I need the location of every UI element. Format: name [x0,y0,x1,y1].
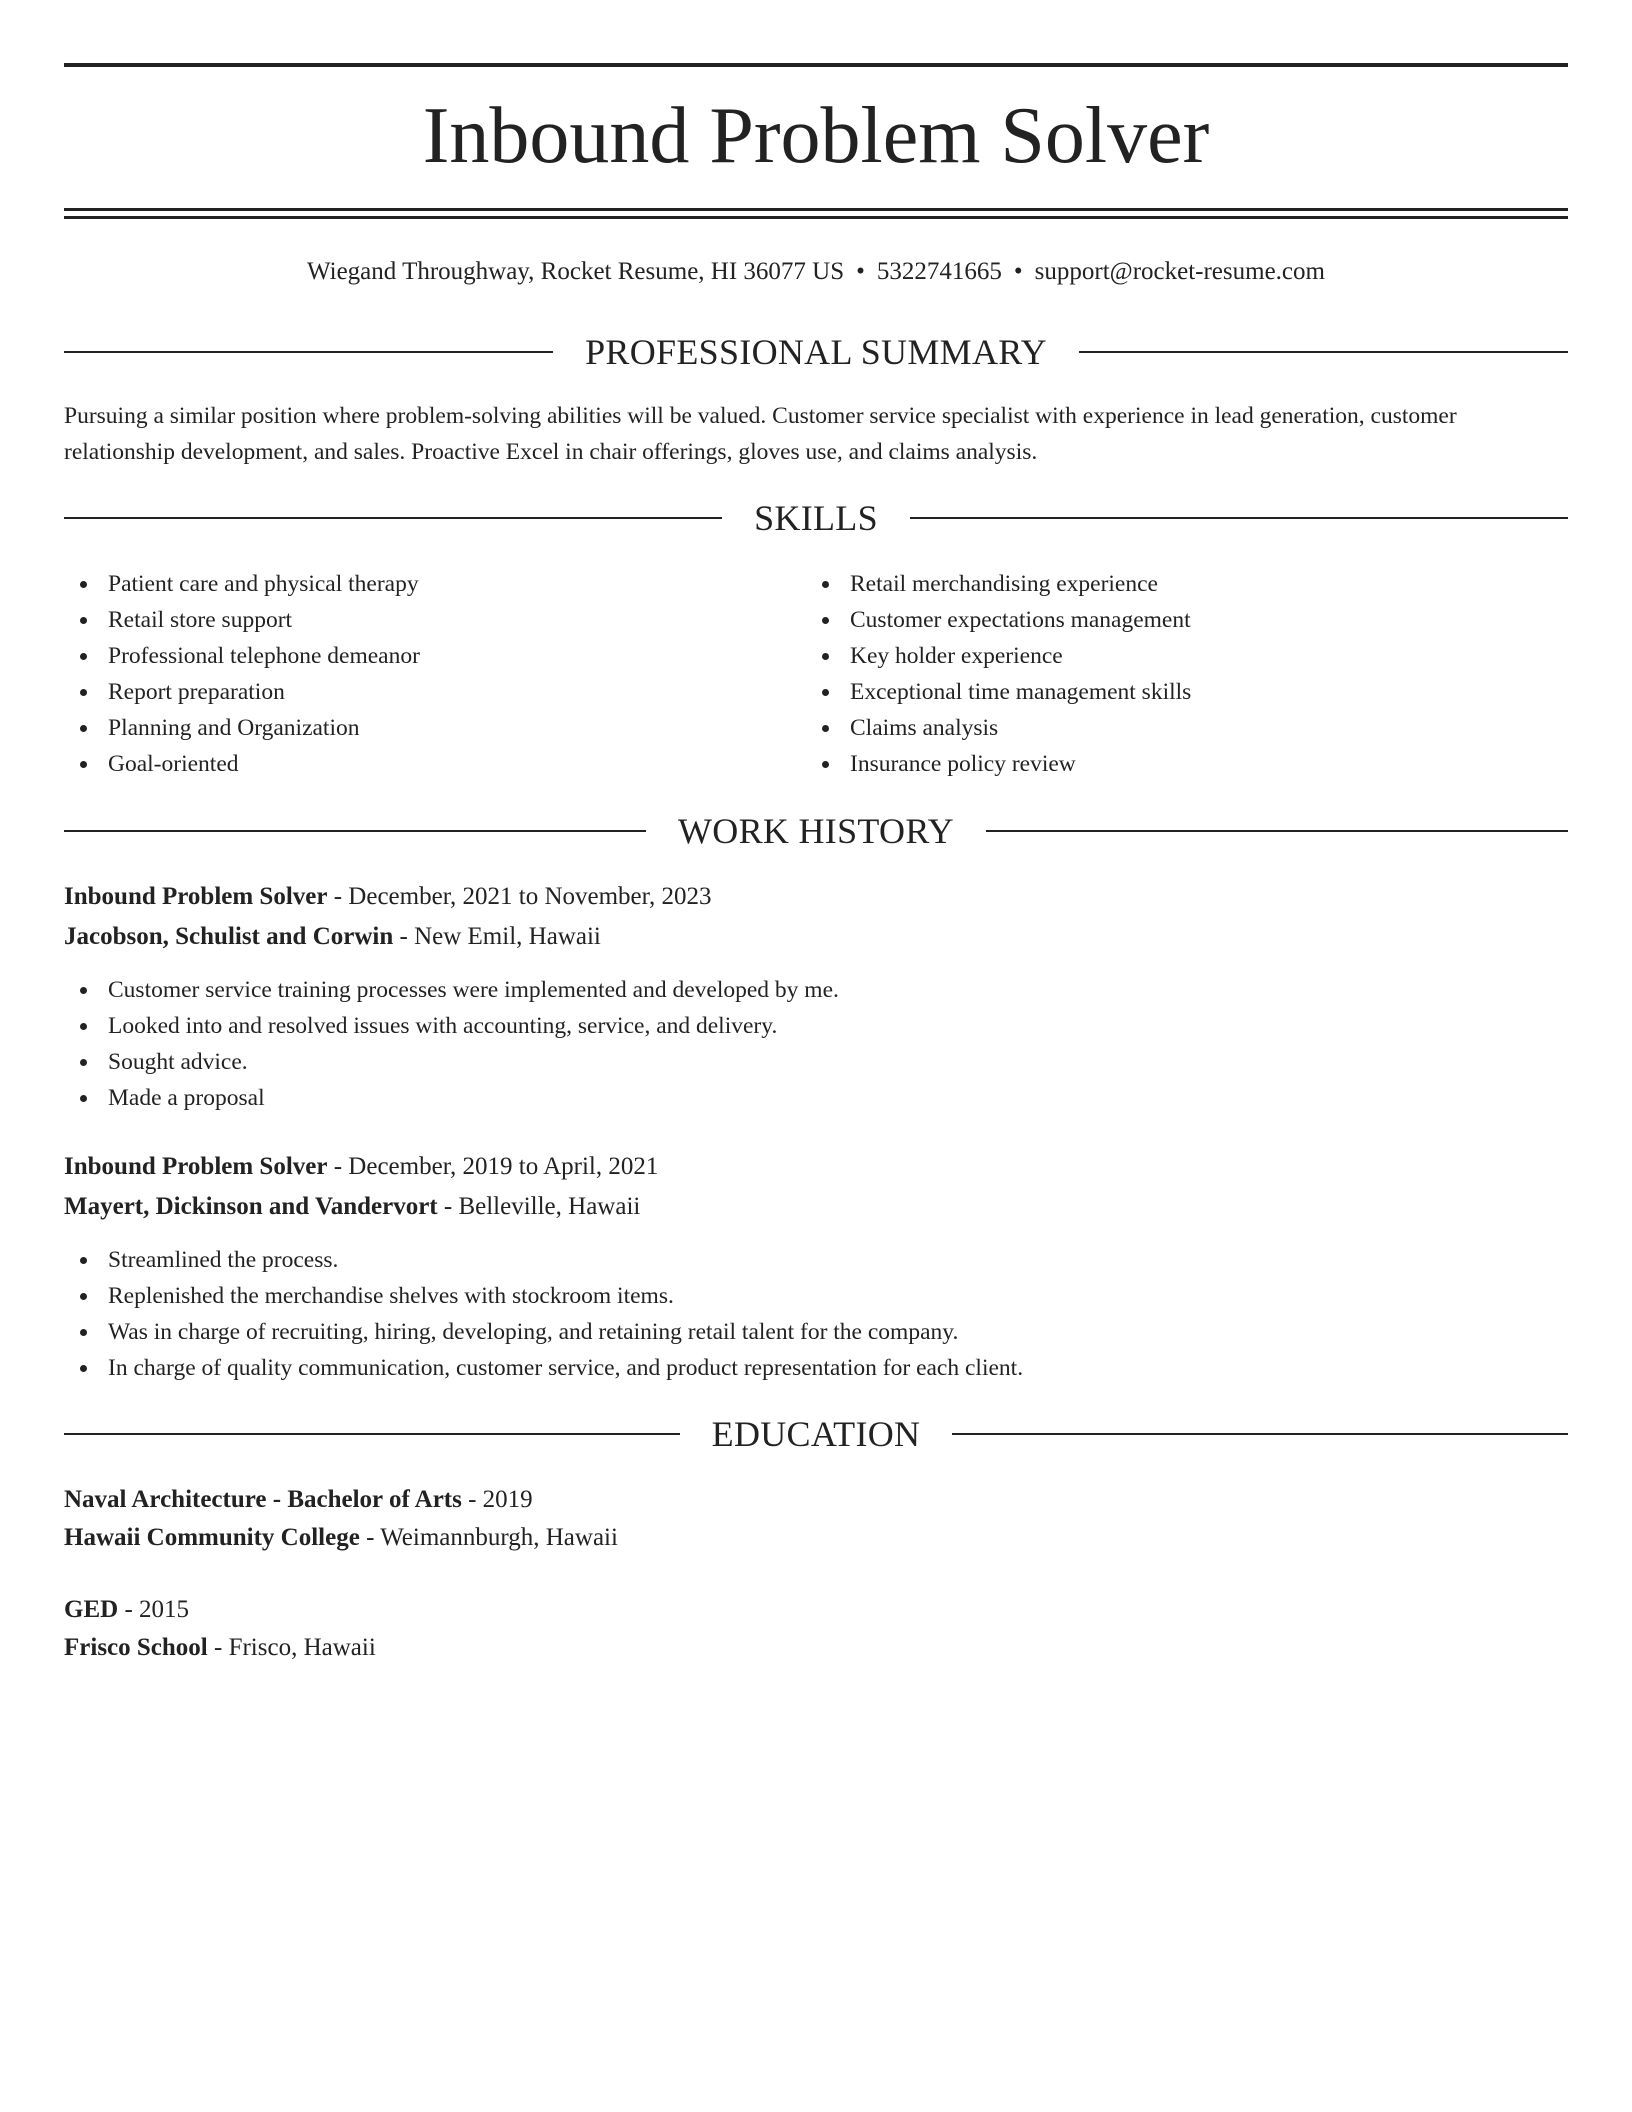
skill-item: Patient care and physical therapy [64,566,804,602]
heading-rule [910,517,1568,519]
job-location: - New Emil, Hawaii [393,923,601,950]
job-title-line [64,877,1568,917]
education-location: - Frisco, Hawaii [207,1634,376,1661]
job-company-line [64,917,1568,957]
job-company: Mayert, Dickinson and Vandervort [64,1193,438,1220]
education-school-line [64,1628,1568,1668]
job-bullet: In charge of quality communication, customer service, and product representation for each client. [64,1350,1568,1386]
contact-line [64,254,1568,290]
summary-text: Pursuing a similar position where problem-solving abilities will be valued. Customer service specialist with experience in lead generation, customer relationship development, and sales. Proactive Excel in chair offerings, gloves use, and claims analysis. [64,403,1457,465]
job-bullets [64,972,1568,1116]
contact-phone: 5322741665 [876,258,1002,285]
skill-item: Retail merchandising experience [806,566,1546,602]
resume-title: Inbound Problem Solver [422,92,1210,180]
education-year: - 2019 [461,1486,533,1513]
job-title: Inbound Problem Solver [64,883,328,910]
job-title-line [64,1147,1568,1187]
contact-separator: • [1013,258,1023,285]
header-double-rule-upper [64,208,1568,211]
header-double-rule-lower [64,216,1568,219]
job-dates: - December, 2021 to November, 2023 [327,883,712,910]
job-title: Inbound Problem Solver [64,1153,328,1180]
job-company: Jacobson, Schulist and Corwin [64,923,394,950]
contact-address: Wiegand Throughway, Rocket Resume, HI 36077 US [307,258,845,285]
heading-rule [952,1433,1568,1435]
skill-item: Goal-oriented [64,746,804,782]
section-heading-summary [64,328,1568,376]
section-heading-label: PROFESSIONAL SUMMARY [585,332,1047,372]
section-heading-education [64,1410,1568,1458]
job-dates: - December, 2019 to April, 2021 [327,1153,659,1180]
contact-separator: • [856,258,865,285]
skill-item: Key holder experience [806,638,1546,674]
header-top-rule [64,63,1568,67]
skills-list-left [64,566,804,782]
section-heading-label: SKILLS [754,498,878,538]
job-bullet: Looked into and resolved issues with accounting, service, and delivery. [64,1008,1568,1044]
education-school-line [64,1518,1568,1558]
education-degree-line [64,1480,1568,1520]
heading-rule [1079,351,1568,353]
section-heading-work-history [64,807,1568,855]
job-bullets [64,1242,1568,1386]
education-location: - Weimannburgh, Hawaii [359,1524,618,1551]
job-bullet: Streamlined the process. [64,1242,1568,1278]
contact-email: support@rocket-resume.com [1034,258,1325,285]
skill-item: Report preparation [64,674,804,710]
job-company-line [64,1187,1568,1227]
education-school: Frisco School [64,1634,208,1661]
skill-item: Retail store support [64,602,804,638]
skill-item: Exceptional time management skills [806,674,1546,710]
job-location: - Belleville, Hawaii [437,1193,641,1220]
heading-rule [64,351,553,353]
heading-rule [986,830,1568,832]
skill-item: Planning and Organization [64,710,804,746]
job-bullet: Replenished the merchandise shelves with stockroom items. [64,1278,1568,1314]
section-heading-label: WORK HISTORY [678,811,954,851]
skill-item: Professional telephone demeanor [64,638,804,674]
section-heading-label: EDUCATION [711,1414,921,1454]
skill-item: Customer expectations management [806,602,1546,638]
section-heading-skills [64,494,1568,542]
heading-rule [64,1433,680,1435]
skill-item: Insurance policy review [806,746,1546,782]
job-bullet: Was in charge of recruiting, hiring, developing, and retaining retail talent for the company. [64,1314,1568,1350]
education-degree: Naval Architecture - Bachelor of Arts [64,1486,462,1513]
education-school: Hawaii Community College [64,1524,360,1551]
education-year: - 2015 [118,1596,190,1623]
heading-rule [64,830,646,832]
job-bullet: Sought advice. [64,1044,1568,1080]
job-bullet: Customer service training processes were implemented and developed by me. [64,972,1568,1008]
heading-rule [64,517,722,519]
education-degree: GED [64,1596,119,1623]
skill-item: Claims analysis [806,710,1546,746]
education-degree-line [64,1590,1568,1630]
job-bullet: Made a proposal [64,1080,1568,1116]
skills-list-right [806,566,1546,782]
